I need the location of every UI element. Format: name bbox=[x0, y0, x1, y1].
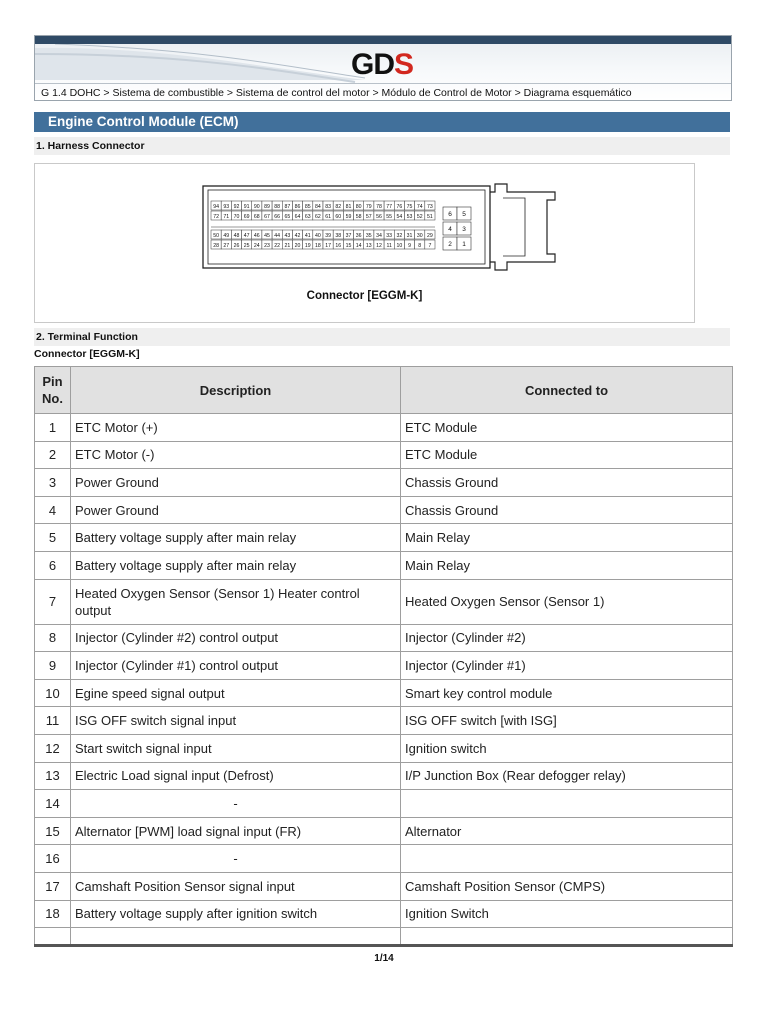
pin-number-label: 90 bbox=[253, 204, 260, 210]
description-cell: Injector (Cylinder #1) control output bbox=[71, 652, 401, 680]
connected-to-cell: ETC Module bbox=[401, 414, 733, 442]
table-row bbox=[35, 524, 733, 552]
pin-number-label: 40 bbox=[315, 233, 321, 239]
pin-number-cell: 16 bbox=[35, 845, 71, 873]
pin-number-label: 50 bbox=[213, 233, 219, 239]
description-cell: Battery voltage supply after ignition switch bbox=[71, 900, 401, 928]
power-pin-label: 4 bbox=[448, 226, 452, 233]
pin-number-label: 80 bbox=[355, 204, 362, 210]
pin-number-label: 23 bbox=[264, 243, 270, 249]
pin-number-label: 11 bbox=[386, 243, 392, 249]
connected-to-cell: Chassis Ground bbox=[401, 469, 733, 497]
pin-number-label: 85 bbox=[304, 204, 311, 210]
pin-number-label: 7 bbox=[428, 243, 432, 249]
power-pin-label: 1 bbox=[462, 241, 466, 248]
description-cell: Battery voltage supply after main relay bbox=[71, 551, 401, 579]
description-cell: - bbox=[71, 845, 401, 873]
pin-number-label: 39 bbox=[325, 233, 331, 239]
pin-number-cell: 4 bbox=[35, 496, 71, 524]
pin-number-label: 33 bbox=[386, 233, 393, 239]
page-number: 1/14 bbox=[374, 953, 394, 964]
pin-number-label: 28 bbox=[213, 243, 219, 249]
header-banner bbox=[34, 35, 732, 101]
pin-number-label: 52 bbox=[416, 214, 423, 220]
table-row bbox=[35, 845, 733, 873]
connected-to-cell: Alternator bbox=[401, 817, 733, 845]
connected-to-cell: Heated Oxygen Sensor (Sensor 1) bbox=[401, 579, 733, 624]
connected-to-cell: Ignition Switch bbox=[401, 900, 733, 928]
table-row bbox=[35, 790, 733, 818]
description-cell: ISG OFF switch signal input bbox=[71, 707, 401, 735]
pin-number-label: 66 bbox=[274, 214, 281, 220]
connected-to-cell: ETC Module bbox=[401, 441, 733, 469]
pin-number-cell: 18 bbox=[35, 900, 71, 928]
pin-number-label: 31 bbox=[406, 233, 413, 239]
pin-number-cell: 6 bbox=[35, 551, 71, 579]
pin-number-label: 49 bbox=[223, 233, 230, 239]
terminal-function-table bbox=[34, 366, 733, 947]
connector-latch bbox=[490, 184, 555, 270]
pin-number-label: 53 bbox=[406, 214, 413, 220]
connected-to-cell: I/P Junction Box (Rear defogger relay) bbox=[401, 762, 733, 790]
table-row bbox=[35, 900, 733, 928]
pin-number-label: 26 bbox=[233, 243, 240, 249]
pin-number-label: 45 bbox=[264, 233, 270, 239]
pin-number-label: 58 bbox=[355, 214, 362, 220]
table-row bbox=[35, 817, 733, 845]
pin-number-label: 67 bbox=[264, 214, 270, 220]
connected-to-cell: Camshaft Position Sensor (CMPS) bbox=[401, 872, 733, 900]
pin-number-label: 36 bbox=[355, 233, 362, 239]
pin-number-cell: 3 bbox=[35, 469, 71, 497]
pin-number-label: 34 bbox=[376, 233, 382, 239]
pin-number-cell: 2 bbox=[35, 441, 71, 469]
pin-number-label: 68 bbox=[253, 214, 260, 220]
pin-number-label: 15 bbox=[345, 243, 352, 249]
column-header-connected: Connected to bbox=[401, 367, 733, 414]
pin-number-cell: 1 bbox=[35, 414, 71, 442]
table-row bbox=[35, 734, 733, 762]
connected-to-cell: Main Relay bbox=[401, 524, 733, 552]
pin-number-label: 86 bbox=[294, 204, 301, 210]
pin-number-label: 20 bbox=[294, 243, 301, 249]
connector-diagram bbox=[34, 163, 695, 323]
gds-logo: GDS bbox=[351, 48, 414, 81]
pin-number-label: 61 bbox=[325, 214, 331, 220]
pin-number-label: 46 bbox=[253, 233, 260, 239]
description-cell: - bbox=[71, 790, 401, 818]
connected-to-cell bbox=[401, 790, 733, 818]
breadcrumb: G 1.4 DOHC > Sistema de combustible > Sistema de control del motor > Módulo de Control de Motor > Diagrama esquemático bbox=[35, 83, 731, 101]
pin-number-label: 35 bbox=[365, 233, 372, 239]
table-row bbox=[35, 872, 733, 900]
pin-number-label: 54 bbox=[396, 214, 403, 220]
description-cell: Camshaft Position Sensor signal input bbox=[71, 872, 401, 900]
pin-number-label: 65 bbox=[284, 214, 291, 220]
table-row bbox=[35, 679, 733, 707]
pin-number-label: 43 bbox=[284, 233, 291, 239]
pin-number-label: 78 bbox=[376, 204, 382, 210]
pin-number-cell: 15 bbox=[35, 817, 71, 845]
pin-number-label: 72 bbox=[213, 214, 219, 220]
pin-number-label: 76 bbox=[396, 204, 403, 210]
power-pin-label: 5 bbox=[462, 211, 466, 218]
connected-to-cell: Smart key control module bbox=[401, 679, 733, 707]
table-row bbox=[35, 579, 733, 624]
pin-number-label: 81 bbox=[345, 204, 352, 210]
pin-number-cell: 10 bbox=[35, 679, 71, 707]
pin-number-label: 83 bbox=[325, 204, 331, 210]
table-row bbox=[35, 551, 733, 579]
connector-drawing bbox=[35, 164, 696, 289]
connected-to-cell: Injector (Cylinder #1) bbox=[401, 652, 733, 680]
pin-number-label: 10 bbox=[396, 243, 403, 249]
pin-number-label: 29 bbox=[427, 233, 433, 239]
pin-number-label: 18 bbox=[315, 243, 321, 249]
pin-number-label: 82 bbox=[335, 204, 342, 210]
pin-number-label: 44 bbox=[274, 233, 281, 239]
empty-cell bbox=[35, 928, 71, 946]
pin-number-label: 93 bbox=[223, 204, 230, 210]
description-cell: Start switch signal input bbox=[71, 734, 401, 762]
pin-number-label: 74 bbox=[416, 204, 423, 210]
description-cell: Electric Load signal input (Defrost) bbox=[71, 762, 401, 790]
table-row bbox=[35, 707, 733, 735]
pin-number-label: 8 bbox=[418, 243, 422, 249]
connected-to-cell: Chassis Ground bbox=[401, 496, 733, 524]
table-row bbox=[35, 652, 733, 680]
description-cell: Power Ground bbox=[71, 469, 401, 497]
table-row-empty bbox=[35, 928, 733, 946]
connected-to-cell bbox=[401, 845, 733, 873]
pin-number-cell: 14 bbox=[35, 790, 71, 818]
pin-number-label: 55 bbox=[386, 214, 393, 220]
table-row bbox=[35, 469, 733, 497]
pin-number-cell: 5 bbox=[35, 524, 71, 552]
connected-to-cell: Ignition switch bbox=[401, 734, 733, 762]
column-header-pin: Pin No. bbox=[35, 367, 71, 414]
description-cell: Power Ground bbox=[71, 496, 401, 524]
table-row bbox=[35, 624, 733, 652]
pin-number-cell: 11 bbox=[35, 707, 71, 735]
pin-number-label: 91 bbox=[243, 204, 250, 210]
pin-number-label: 56 bbox=[376, 214, 382, 220]
pin-number-label: 75 bbox=[406, 204, 413, 210]
pin-number-label: 79 bbox=[365, 204, 372, 210]
pin-number-label: 16 bbox=[335, 243, 342, 249]
pin-number-label: 13 bbox=[365, 243, 372, 249]
pin-number-label: 70 bbox=[233, 214, 240, 220]
pin-number-label: 84 bbox=[315, 204, 321, 210]
pin-number-label: 17 bbox=[325, 243, 331, 249]
connector-label: Connector [EGGM-K] bbox=[34, 348, 140, 360]
pin-number-cell: 7 bbox=[35, 579, 71, 624]
power-pin-label: 3 bbox=[462, 226, 466, 233]
description-cell: Battery voltage supply after main relay bbox=[71, 524, 401, 552]
pin-number-label: 14 bbox=[355, 243, 362, 249]
pin-number-cell: 12 bbox=[35, 734, 71, 762]
pin-number-label: 77 bbox=[386, 204, 393, 210]
description-cell: Egine speed signal output bbox=[71, 679, 401, 707]
pin-number-label: 63 bbox=[304, 214, 311, 220]
pin-number-cell: 9 bbox=[35, 652, 71, 680]
pin-number-label: 59 bbox=[345, 214, 352, 220]
section-title: Engine Control Module (ECM) bbox=[34, 112, 730, 132]
empty-cell bbox=[401, 928, 733, 946]
pin-number-label: 38 bbox=[335, 233, 342, 239]
pin-number-label: 57 bbox=[365, 214, 372, 220]
pin-number-label: 41 bbox=[304, 233, 311, 239]
power-pin-label: 2 bbox=[448, 241, 452, 248]
pin-number-label: 47 bbox=[243, 233, 250, 239]
pin-number-label: 62 bbox=[315, 214, 321, 220]
connected-to-cell: Injector (Cylinder #2) bbox=[401, 624, 733, 652]
pin-number-label: 30 bbox=[416, 233, 423, 239]
pin-number-cell: 8 bbox=[35, 624, 71, 652]
pin-number-label: 71 bbox=[223, 214, 230, 220]
table-row bbox=[35, 441, 733, 469]
pin-number-label: 22 bbox=[274, 243, 281, 249]
connector-caption: Connector [EGGM-K] bbox=[306, 290, 423, 302]
banner-top-bar bbox=[35, 36, 731, 44]
pin-number-label: 88 bbox=[274, 204, 281, 210]
description-cell: ETC Motor (-) bbox=[71, 441, 401, 469]
connected-to-cell: ISG OFF switch [with ISG] bbox=[401, 707, 733, 735]
connector-latch-slot bbox=[503, 198, 525, 256]
column-header-description: Description bbox=[71, 367, 401, 414]
harness-connector-heading: 1. Harness Connector bbox=[34, 137, 730, 155]
description-cell: ETC Motor (+) bbox=[71, 414, 401, 442]
pin-number-label: 32 bbox=[396, 233, 403, 239]
pin-number-label: 19 bbox=[304, 243, 311, 249]
pin-number-label: 51 bbox=[427, 214, 433, 220]
pin-number-label: 27 bbox=[223, 243, 230, 249]
pin-number-label: 92 bbox=[233, 204, 240, 210]
pin-number-label: 37 bbox=[345, 233, 352, 239]
pin-number-label: 42 bbox=[294, 233, 301, 239]
terminal-function-heading: 2. Terminal Function bbox=[34, 328, 730, 346]
pin-number-cell: 13 bbox=[35, 762, 71, 790]
table-row bbox=[35, 496, 733, 524]
pin-number-label: 21 bbox=[284, 243, 291, 249]
pin-number-label: 73 bbox=[427, 204, 433, 210]
empty-cell bbox=[71, 928, 401, 946]
pin-number-label: 25 bbox=[243, 243, 250, 249]
pin-number-label: 9 bbox=[408, 243, 411, 249]
pin-number-label: 64 bbox=[294, 214, 301, 220]
pin-number-label: 24 bbox=[253, 243, 260, 249]
description-cell: Injector (Cylinder #2) control output bbox=[71, 624, 401, 652]
connected-to-cell: Main Relay bbox=[401, 551, 733, 579]
description-cell: Heated Oxygen Sensor (Sensor 1) Heater control output bbox=[71, 579, 401, 624]
pin-number-label: 89 bbox=[264, 204, 270, 210]
power-pin-label: 6 bbox=[448, 211, 452, 218]
description-cell: Alternator [PWM] load signal input (FR) bbox=[71, 817, 401, 845]
pin-number-label: 48 bbox=[233, 233, 240, 239]
pin-number-label: 87 bbox=[284, 204, 291, 210]
pin-number-cell: 17 bbox=[35, 872, 71, 900]
table-row bbox=[35, 762, 733, 790]
pin-number-label: 94 bbox=[213, 204, 219, 210]
table-row bbox=[35, 414, 733, 442]
pin-number-label: 60 bbox=[335, 214, 342, 220]
pin-number-label: 12 bbox=[376, 243, 382, 249]
pin-number-label: 69 bbox=[243, 214, 250, 220]
